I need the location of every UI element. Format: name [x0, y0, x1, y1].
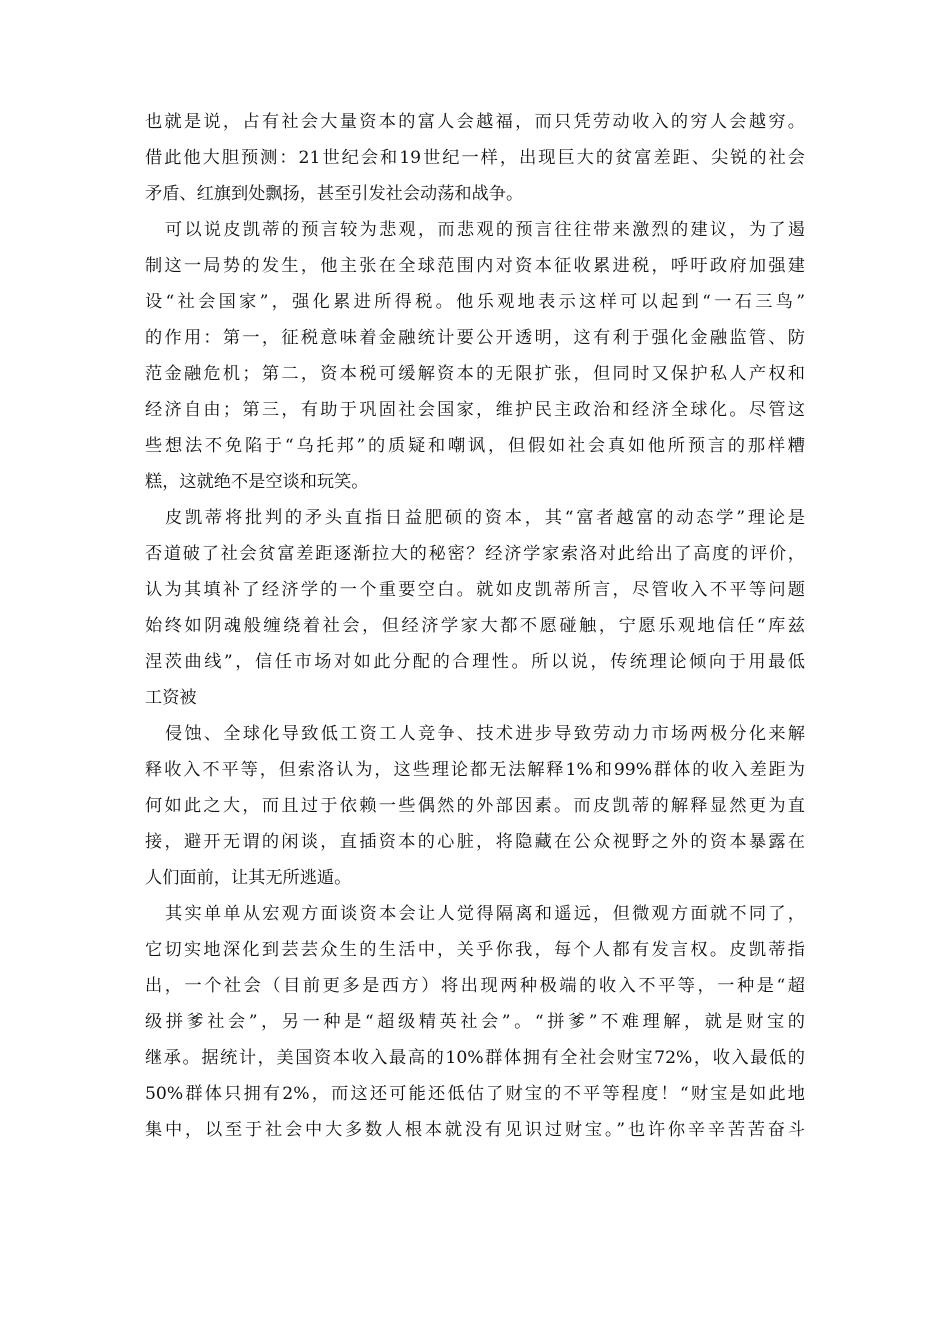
- text-line: 涅茨曲线”，信任市场对如此分配的合理性。所以说，传统理论倾向于用最低: [145, 652, 805, 672]
- text-line: 经济自由；第三，有助于巩固社会国家，维护民主政治和经济全球化。尽管这: [145, 400, 805, 420]
- paragraph-5: [145, 896, 805, 1148]
- text-line: 何如此之大，而且过于依赖一些偶然的外部因素。而皮凯蒂的解释显然更为直: [145, 796, 805, 816]
- text-line: 范金融危机；第二，资本税可缓解资本的无限扩张，但同时又保护私人产权和: [145, 364, 805, 384]
- text-line: 的作用：第一，征税意味着金融统计要公开透明，这有利于强化金融监管、防: [145, 328, 805, 348]
- paragraph-3: [145, 500, 805, 716]
- text-line: 些想法不免陷于“乌托邦”的质疑和嘲讽，但假如社会真如他所预言的那样糟: [145, 436, 805, 456]
- document-page: [145, 104, 805, 1148]
- text-line: 继承。据统计，美国资本收入最高的10%群体拥有全社会财宝72%，收入最低的: [145, 1048, 805, 1068]
- text-line: 级拼爹社会”，另一种是“超级精英社会”。“拼爹”不难理解，就是财宝的: [145, 1012, 805, 1032]
- text-line: 50%群体只拥有2%，而这还可能还低估了财宝的不平等程度！“财宝是如此地: [145, 1084, 805, 1104]
- text-line: 皮凯蒂将批判的矛头直指日益肥硕的资本，其“富者越富的动态学”理论是: [165, 508, 805, 528]
- text-line: 可以说皮凯蒂的预言较为悲观，而悲观的预言往往带来激烈的建议，为了遏: [165, 220, 805, 240]
- text-line: 出，一个社会（目前更多是西方）将出现两种极端的收入不平等，一种是“超: [145, 976, 805, 996]
- text-line: 始终如阴魂般缠绕着社会，但经济学家大都不愿碰触，宁愿乐观地信任“库兹: [145, 616, 805, 636]
- paragraph-1: [145, 104, 805, 212]
- text-line: 矛盾、红旗到处飘扬，甚至引发社会动荡和战争。: [145, 184, 524, 204]
- text-line: 其实单单从宏观方面谈资本会让人觉得隔离和遥远，但微观方面就不同了，: [165, 904, 805, 924]
- text-line: 接，避开无谓的闲谈，直插资本的心脏，将隐藏在公众视野之外的资本暴露在: [145, 832, 805, 852]
- text-line: 侵蚀、全球化导致低工资工人竞争、技术进步导致劳动力市场两极分化来解: [165, 724, 805, 744]
- text-line: 人们面前，让其无所逃遁。: [145, 868, 352, 888]
- text-line: 制这一局势的发生，他主张在全球范围内对资本征收累进税，呼吁政府加强建: [145, 256, 805, 276]
- text-line: 糕，这就绝不是空谈和玩笑。: [145, 472, 369, 492]
- paragraph-4: [145, 716, 805, 896]
- text-line: 集中，以至于社会中大多数人根本就没有见识过财宝。”也许你辛辛苦苦奋斗: [145, 1120, 805, 1140]
- text-line: 认为其填补了经济学的一个重要空白。就如皮凯蒂所言，尽管收入不平等问题: [145, 580, 805, 600]
- text-line: 工资被: [145, 688, 197, 708]
- text-line: 设“社会国家”，强化累进所得税。他乐观地表示这样可以起到“一石三鸟”: [145, 292, 805, 312]
- paragraph-2: [145, 212, 805, 500]
- text-line: 否道破了社会贫富差距逐渐拉大的秘密？经济学家索洛对此给出了高度的评价，: [145, 544, 805, 564]
- text-line: 也就是说，占有社会大量资本的富人会越福，而只凭劳动收入的穷人会越穷。: [145, 112, 805, 132]
- text-line: 释收入不平等，但索洛认为，这些理论都无法解释1%和99%群体的收入差距为: [145, 760, 805, 780]
- text-line: 借此他大胆预测：21世纪会和19世纪一样，出现巨大的贫富差距、尖锐的社会: [145, 148, 805, 168]
- text-line: 它切实地深化到芸芸众生的生活中，关乎你我，每个人都有发言权。皮凯蒂指: [145, 940, 805, 960]
